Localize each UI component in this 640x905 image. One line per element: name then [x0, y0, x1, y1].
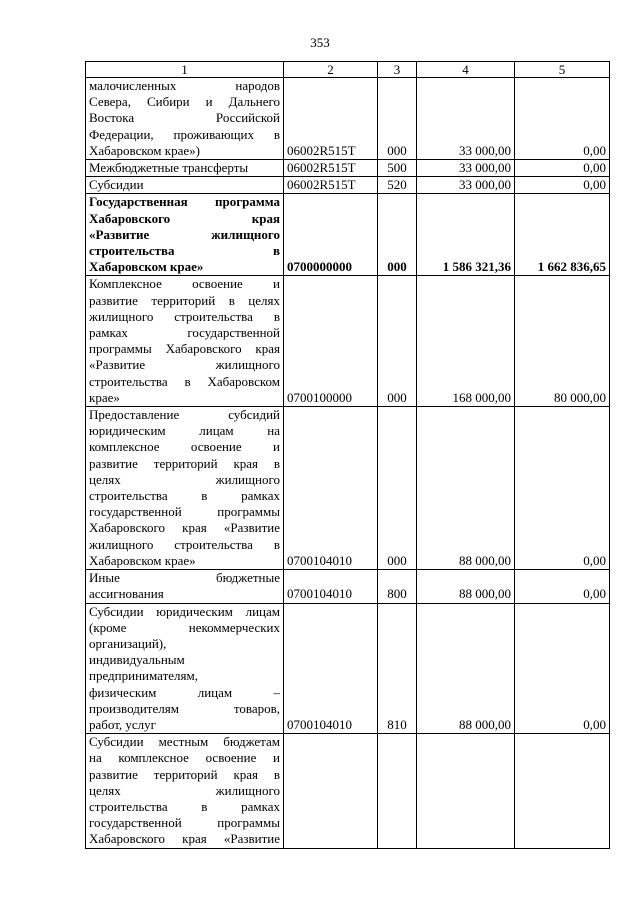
- row-code-cell: 06002R515T: [284, 78, 378, 160]
- table-row: [86, 177, 610, 194]
- row-name-line: Севера, Сибири и Дальнего: [89, 94, 280, 110]
- row-name-line: развитие территорий края в: [89, 766, 280, 782]
- row-name-line: Хабаровском крае»: [89, 552, 196, 568]
- row-name-line: Хабаровского края «Развитие: [89, 831, 280, 847]
- row-sum-1-cell: 33 000,00: [417, 177, 515, 194]
- row-name-line: «Развитие жилищного: [89, 226, 280, 242]
- table-row: [86, 734, 610, 848]
- row-name-line: программы Хабаровского края: [89, 341, 280, 357]
- row-name-line: Иные бюджетные: [89, 570, 280, 586]
- row-name-cell: [86, 603, 284, 734]
- row-type-cell: [378, 734, 417, 848]
- row-code-cell: 06002R515T: [284, 160, 378, 177]
- row-name-line: строительства в рамках: [89, 488, 280, 504]
- row-name-line: Государственная программа: [89, 194, 280, 210]
- row-name-line: предпринимателям,: [89, 668, 198, 684]
- row-name-line: организаций),: [89, 635, 167, 651]
- row-sum-1-cell: 88 000,00: [417, 603, 515, 734]
- table-row: [86, 78, 610, 160]
- row-name-cell: [86, 407, 284, 570]
- row-name-cell: [86, 570, 284, 603]
- row-name-cell: [86, 78, 284, 160]
- column-header-code: 2: [284, 62, 378, 78]
- row-code-cell: [284, 734, 378, 848]
- row-name-line: государственной программы: [89, 815, 280, 831]
- row-name-line: жилищного строительства в: [89, 308, 280, 324]
- row-name-line: ассигнования: [89, 586, 164, 602]
- column-header-name: 1: [86, 62, 284, 78]
- row-name-line: целях жилищного: [89, 471, 280, 487]
- budget-table: [85, 61, 610, 849]
- row-type-cell: 500: [378, 160, 417, 177]
- row-sum-1-cell: 88 000,00: [417, 570, 515, 603]
- row-code-cell: 06002R515T: [284, 177, 378, 194]
- row-name-line: Хабаровского края «Развитие: [89, 520, 280, 536]
- row-sum-1-cell: 33 000,00: [417, 78, 515, 160]
- row-sum-2-cell: 0,00: [515, 603, 610, 734]
- row-code-cell: 0700100000: [284, 276, 378, 407]
- row-name-cell: [86, 194, 284, 276]
- row-name-line: развитие территорий в целях: [89, 292, 280, 308]
- row-name-line: целях жилищного: [89, 782, 280, 798]
- row-sum-1-cell: [417, 734, 515, 848]
- column-header-type: 3: [378, 62, 417, 78]
- row-sum-1-cell: 88 000,00: [417, 407, 515, 570]
- row-sum-2-cell: 0,00: [515, 160, 610, 177]
- row-name-line: строительства в Хабаровском: [89, 373, 280, 389]
- row-name-line: индивидуальным: [89, 652, 185, 668]
- row-type-cell: 520: [378, 177, 417, 194]
- row-name-line: юридическим лицам на: [89, 423, 280, 439]
- row-name-line: физическим лицам –: [89, 684, 280, 700]
- row-type-cell: 000: [378, 78, 417, 160]
- row-name-line: Хабаровском крае»: [89, 259, 204, 275]
- page-number: 353: [310, 35, 330, 50]
- row-sum-2-cell: 0,00: [515, 177, 610, 194]
- row-name-line: крае»: [89, 389, 120, 405]
- row-name-line: строительства в рамках: [89, 798, 280, 814]
- row-sum-2-cell: 1 662 836,65: [515, 194, 610, 276]
- table-row: [86, 570, 610, 603]
- row-name-line: комплексное освоение и: [89, 439, 280, 455]
- row-name-line: Комплексное освоение и: [89, 276, 280, 292]
- row-name-line: «Развитие жилищного: [89, 357, 280, 373]
- row-sum-1-cell: 33 000,00: [417, 160, 515, 177]
- row-name-line: производителям товаров,: [89, 700, 280, 716]
- row-name-line: (кроме некоммерческих: [89, 619, 280, 635]
- row-type-cell: 810: [378, 603, 417, 734]
- row-name-line: малочисленных народов: [89, 78, 280, 93]
- row-sum-2-cell: 0,00: [515, 570, 610, 603]
- table-row: [86, 276, 610, 407]
- row-sum-2-cell: 80 000,00: [515, 276, 610, 407]
- table-row: [86, 603, 610, 734]
- table-row: [86, 407, 610, 570]
- table-row: [86, 160, 610, 177]
- row-type-cell: 000: [378, 407, 417, 570]
- row-name-cell: [86, 276, 284, 407]
- row-name-line: Востока Российской: [89, 110, 280, 126]
- row-name-line: строительства в: [89, 243, 280, 259]
- row-code-cell: 0700104010: [284, 570, 378, 603]
- row-name-cell: [86, 177, 284, 194]
- row-type-cell: 000: [378, 194, 417, 276]
- row-name-line: государственной программы: [89, 504, 280, 520]
- row-name-line: Субсидии: [89, 177, 144, 193]
- row-sum-2-cell: 0,00: [515, 407, 610, 570]
- row-code-cell: 0700000000: [284, 194, 378, 276]
- row-sum-2-cell: 0,00: [515, 78, 610, 160]
- row-name-line: Субсидии юридическим лицам: [89, 603, 280, 619]
- row-name-line: Межбюджетные трансферты: [89, 160, 249, 176]
- header-row: [86, 62, 610, 78]
- row-name-line: рамках государственной: [89, 325, 280, 341]
- row-name-line: на комплексное освоение и: [89, 750, 280, 766]
- column-header-sum-2: 5: [515, 62, 610, 78]
- table-row: [86, 194, 610, 276]
- row-name-line: работ, услуг: [89, 716, 157, 732]
- row-name-line: Хабаровского края: [89, 210, 280, 226]
- row-code-cell: 0700104010: [284, 407, 378, 570]
- column-header-sum-1: 4: [417, 62, 515, 78]
- row-sum-1-cell: 168 000,00: [417, 276, 515, 407]
- row-name-line: развитие территорий края в: [89, 455, 280, 471]
- row-type-cell: 000: [378, 276, 417, 407]
- row-code-cell: 0700104010: [284, 603, 378, 734]
- row-name-cell: [86, 160, 284, 177]
- row-name-cell: [86, 734, 284, 848]
- row-name-line: Хабаровском крае»): [89, 142, 200, 158]
- row-sum-1-cell: 1 586 321,36: [417, 194, 515, 276]
- row-name-line: Предоставление субсидий: [89, 407, 280, 423]
- row-sum-2-cell: [515, 734, 610, 848]
- row-type-cell: 800: [378, 570, 417, 603]
- row-name-line: Субсидии местным бюджетам: [89, 734, 280, 750]
- row-name-line: Федерации, проживающих в: [89, 126, 280, 142]
- row-name-line: жилищного строительства в: [89, 536, 280, 552]
